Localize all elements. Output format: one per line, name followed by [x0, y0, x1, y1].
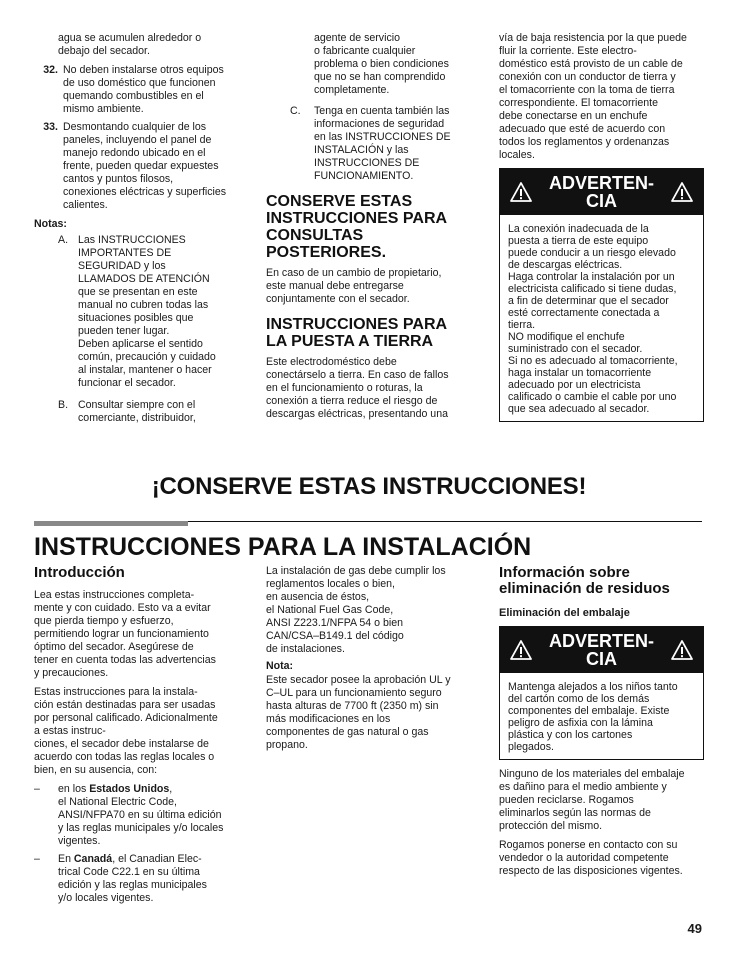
packaging-disposal-subheading: Eliminación del embalaje: [499, 607, 630, 619]
bullet-united-states: [34, 783, 246, 848]
ownership-paragraph: En caso de un cambio de propietario, este manual debe entregarse conjuntamente con el secador.: [266, 267, 442, 305]
warning-triangle-icon: [671, 640, 693, 660]
lower-column-3: [499, 565, 704, 884]
note-text: Tenga en cuenta también las informaciones de seguridad en las INSTRUCCIONES DE INSTALACIÓN y las INSTRUCCIONES DE FUNCIONAMIENTO.: [314, 105, 451, 182]
note-letter: A.: [58, 234, 69, 246]
lower-column-2: [266, 565, 480, 758]
recycling-paragraph: Ninguno de los materiales del embalaje es dañino para el medio ambiente y pueden reciclarse. Rogamos eliminarlos según las normas de protección del mismo.: [499, 768, 685, 832]
item-number: 32.: [43, 64, 58, 76]
keep-instructions-banner: ¡CONSERVE ESTAS INSTRUCCIONES!: [151, 473, 587, 500]
note-letter: B.: [58, 399, 69, 411]
warning-header: [500, 627, 703, 673]
upper-column-3: [499, 32, 704, 422]
warning-title: ADVERTEN- CIA: [548, 631, 654, 669]
note-label: Nota:: [266, 660, 294, 672]
packaging-warning-box: [499, 626, 704, 760]
warning-title: ADVERTEN- CIA: [548, 173, 654, 211]
warning-body: La conexión inadecuada de la puesta a tierra de este equipo puede conducir a un riesgo elevado de descargas eléctricas. Haga controlar la instalación por un electricista calificado si tiene dudas, a fin de determinar que el secador esté correctamente conectada a tierra. NO modifique el enchufe suministrado con el secador. Si no es adecuado al tomacorriente, haga instalar un tomacorriente adecuado por un electricista calificado o cambie el cable por uno que sea adecuado al secador.: [508, 223, 678, 415]
note-text: Las INSTRUCCIONES IMPORTANTES DE SEGURIDAD y los LLAMADOS DE ATENCIÓN que se presentan en este manual no cubren todas las situaciones posibles que pueden tener lugar. Deben aplicarse el sentido común, precaución y cuidado al instalar, mantener o hacer funcionar el secador.: [78, 234, 216, 389]
notes-label: Notas:: [34, 218, 67, 230]
note-c: [266, 105, 480, 183]
item-text: No deben instalarse otros equipos de uso doméstico que funcionen quemando combustibles en el mismo ambiente.: [63, 64, 224, 115]
bullet-canada: [34, 853, 246, 905]
warning-triangle-icon: [510, 182, 532, 202]
grounding-heading: INSTRUCCIONES PARA LA PUESTA A TIERRA: [266, 316, 448, 350]
warning-triangle-icon: [510, 640, 532, 660]
approval-paragraph: Este secador posee la aprobación UL y C–UL para un funcionamiento seguro hasta alturas de 7700 ft (2350 m) sin más modificaciones en los componentes de gas natural o gas propano.: [266, 674, 451, 751]
note-text: Consultar siempre con el comerciante, distribuidor,: [78, 399, 196, 424]
note-b: [34, 399, 246, 425]
section-title: INSTRUCCIONES PARA LA INSTALACIÓN: [34, 533, 532, 561]
list-item-32: [34, 64, 246, 116]
contact-paragraph: Rogamos ponerse en contacto con su vendedor o la autoridad competente respecto de las disposiciones vigentes.: [499, 839, 683, 877]
section-divider-accent: [34, 521, 188, 526]
note-a: [34, 234, 246, 390]
keep-instructions-heading: CONSERVE ESTAS INSTRUCCIONES PARA CONSULTAS POSTERIORES.: [266, 193, 448, 261]
bullet-text: en los Estados Unidos, el National Electric Code, ANSI/NFPA70 en su última edición y las reglas municipales y/o locales vigentes.: [58, 783, 224, 847]
warning-body: Mantenga alejados a los niños tanto del cartón como de los demás componentes del embalaje. Existe peligro de asfixia con la lámina plástica y con los cartones plegados.: [508, 681, 678, 753]
intro-paragraph-2: Estas instrucciones para la instala- ción están destinadas para ser usadas por personal calificado. Adicionalmente a estas instruc- ciones, el secador debe instalarse de acuerdo con todas las reglas locales o bien, en su ausencia, con:: [34, 686, 218, 776]
upper-column-2: [266, 32, 480, 427]
grounding-continued-paragraph: vía de baja resistencia por la que puede fluir la corriente. Este electro- doméstico está provisto de un cable de conexión con un conductor de tierra y el tomacorriente con la toma de tierra correspondiente. El tomacorriente debe conectarse en un enchufe adecuado que esté de acuerdo con todos los reglamentos y ordenanzas locales.: [499, 32, 687, 161]
warning-triangle-icon: [671, 182, 693, 202]
bullet-text: En Canadá, el Canadian Elec- trical Code C22.1 en su última edición y las reglas municipales y/o locales vigentes.: [58, 853, 207, 904]
introduction-heading: Introducción: [34, 564, 125, 581]
bullet-dash: –: [34, 783, 40, 795]
bullet-dash: –: [34, 853, 40, 865]
lower-column-1: [34, 565, 246, 910]
upper-column-1: [34, 32, 246, 430]
col2-lead-text: agente de servicio o fabricante cualquier problema o bien condiciones que no se han comprendido completamente.: [314, 32, 449, 96]
grounding-warning-box: [499, 168, 704, 422]
gas-installation-paragraph: La instalación de gas debe cumplir los reglamentos locales o bien, en ausencia de éstos, el National Fuel Gas Code, ANSI Z223.1/NFPA 54 o bien CAN/CSA–B149.1 del código de instalaciones.: [266, 565, 446, 655]
list-item-33: [34, 121, 246, 212]
warning-header: [500, 169, 703, 215]
item-number: 33.: [43, 121, 58, 133]
intro-paragraph-1: Lea estas instrucciones completa- mente y con cuidado. Esto va a evitar que pierda tiempo y esfuerzo, permitiendo lograr un funcionamiento óptimo del secador. Asegúrese de tener en cuenta todas las advertencias y precauciones.: [34, 589, 216, 679]
item-text: Desmontando cualquier de los paneles, incluyendo el panel de manejo redondo ubicado en el frente, pueden quedar expuestes cantos y puntos filosos, conexiones eléctricas y superficies calientes.: [63, 121, 227, 211]
note-letter: C.: [290, 105, 301, 117]
page-number: 49: [687, 921, 702, 936]
col1-lead-text: agua se acumulen alrededor o debajo del secador.: [58, 32, 202, 57]
grounding-paragraph: Este electrodoméstico debe conectárselo a tierra. En caso de fallos en el funcionamiento o roturas, la conexión a tierra reduce el riesgo de descargas eléctricas, presentando una: [266, 356, 449, 420]
waste-disposal-heading: Información sobre eliminación de residuos: [499, 564, 670, 597]
